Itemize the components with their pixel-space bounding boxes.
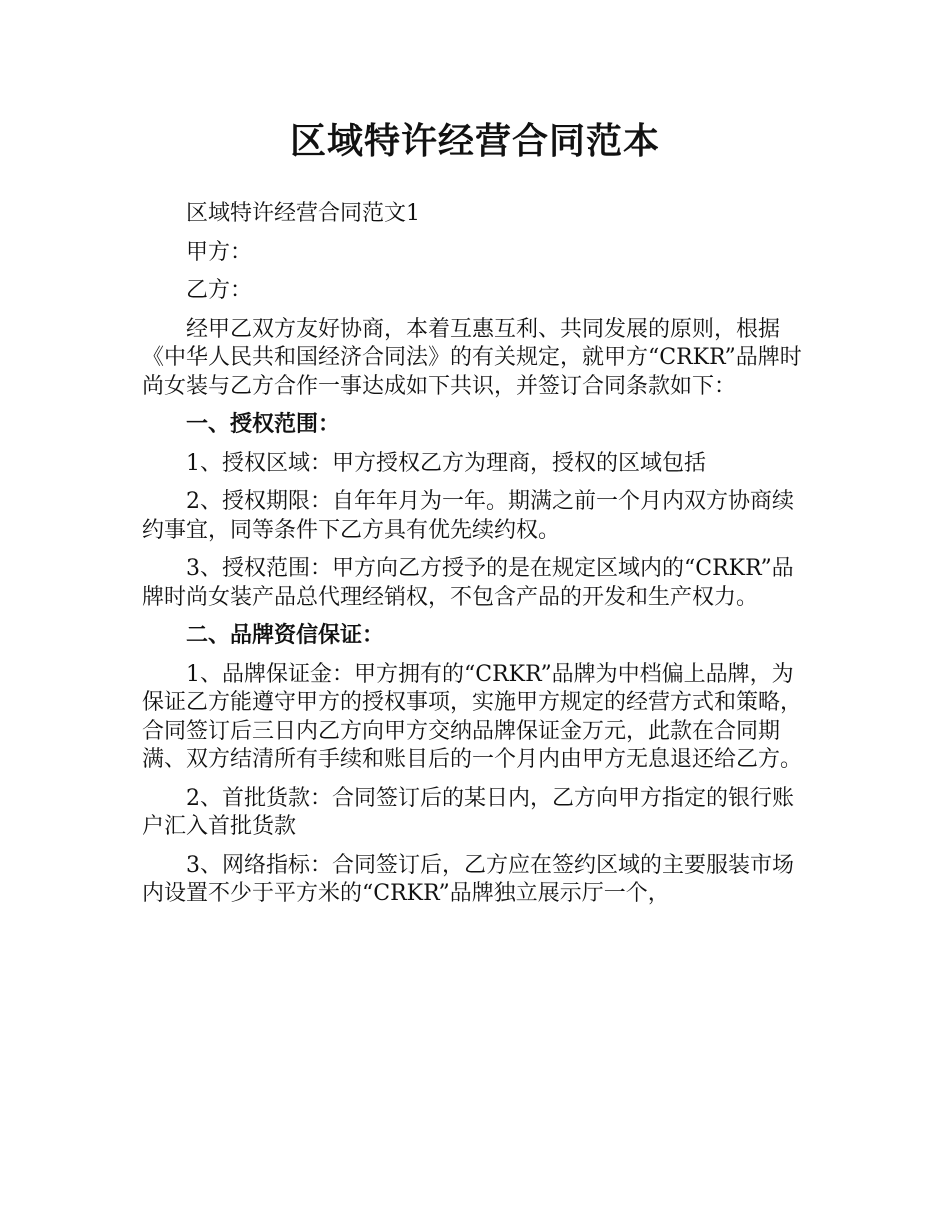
- paragraph-brand-deposit: 1、品牌保证金：甲方拥有的“CRKR”品牌为中档偏上品牌，为保证乙方能遵守甲方的授权事项，实施甲方规定的经营方式和策略，合同签订后三日内乙方向甲方交纳品牌保证金万元，此款在合同期满、双方结清所有手续和账目后的一个月内由甲方无息退还给乙方。: [142, 661, 803, 772]
- section-heading-authorization-scope: 一、授权范围：: [186, 412, 341, 437]
- paragraph-authorization-scope: 3、授权范围：甲方向乙方授予的是在规定区域内的“CRKR”品牌时尚女装产品总代理经销权，不包含产品的开发和生产权力。: [142, 556, 794, 610]
- paragraph-network-target: 3、网络指标：合同签订后，乙方应在签约区域的主要服装市场内设置不少于平方米的“CRKR”品牌独立展示厅一个，: [142, 852, 794, 906]
- document-body: [142, 200, 812, 919]
- paragraph-party-b: 乙方：: [186, 278, 253, 303]
- paragraph-party-a: 甲方：: [186, 239, 253, 265]
- paragraph-preamble: 经甲乙双方友好协商，本着互惠互利、共同发展的原则，根据《中华人民共和国经济合同法》的有关规定，就甲方“CRKR”品牌时尚女装与乙方合作一事达成如下共识，并签订合同条款如下：: [142, 316, 802, 399]
- paragraph-first-payment: 2、首批货款：合同签订后的某日内，乙方向甲方指定的银行账户汇入首批货款: [142, 785, 794, 839]
- paragraph-authorized-region: 1、授权区域：甲方授权乙方为理商，授权的区域包括: [186, 450, 706, 476]
- paragraph-subtitle: 区域特许经营合同范文1: [186, 201, 420, 226]
- paragraph-authorization-period: 2、授权期限：自年年月为一年。期满之前一个月内双方协商续约事宜，同等条件下乙方具有优先续约权。: [142, 489, 794, 543]
- document-title: 区域特许经营合同范本: [289, 121, 660, 162]
- section-heading-brand-credit: 二、品牌资信保证：: [186, 623, 385, 648]
